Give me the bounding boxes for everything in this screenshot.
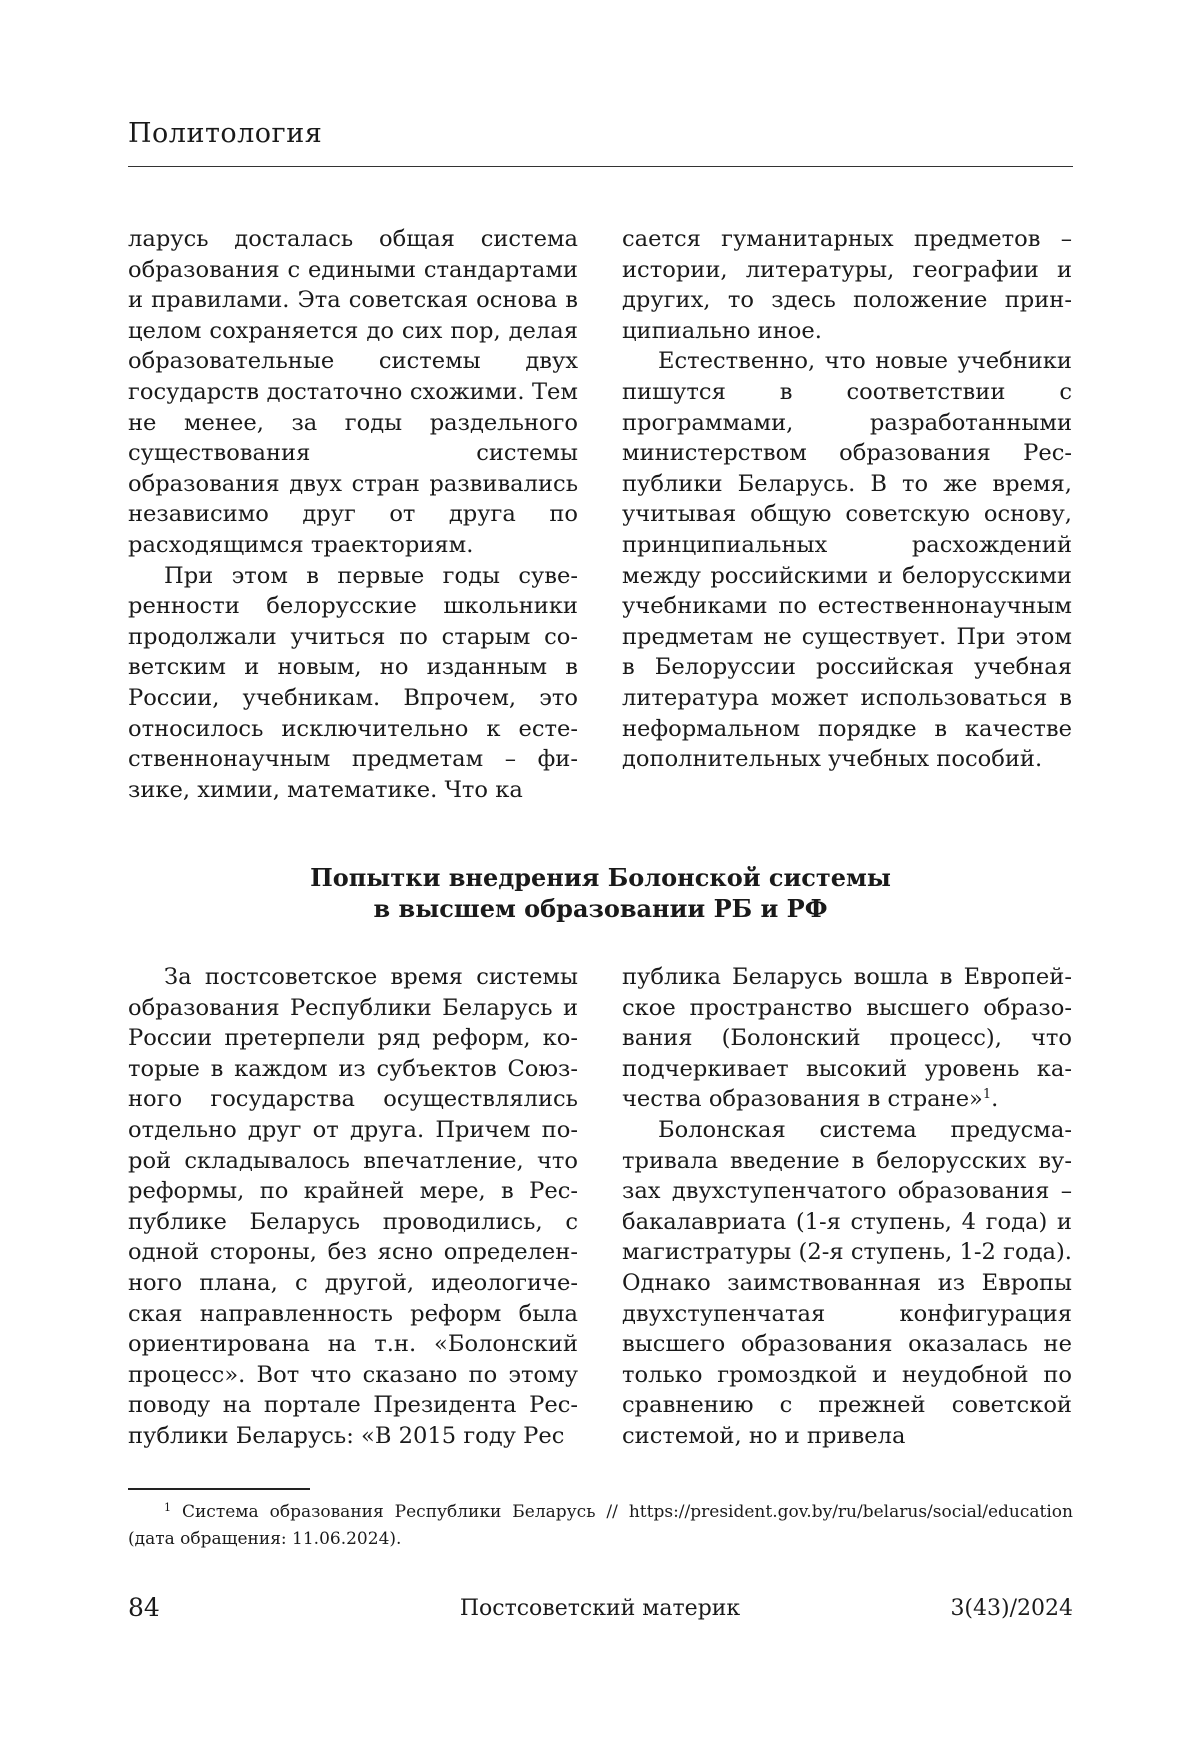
text-column-top-left [128,224,578,805]
section-heading-line: Попытки внедрения Болонской системы [310,863,891,892]
text-column-top-right [622,224,1072,775]
issue-number: 3(43)/2024 [950,1596,1073,1621]
text-column-bottom-left [128,962,578,1452]
page-number: 84 [128,1593,160,1622]
journal-title: Постсоветский материк [459,1596,741,1621]
header-rule [128,166,1073,167]
paragraph: При этом в первые годы суверенности белорусские школьники продолжали учиться по старым советским и новым, но изданным в России, учебникам. Впрочем, это относилось исключительно к естественнонаучным предметам – физике, химии, математике. Что ка [128,562,578,803]
paragraph: сается гуманитарных предметов – истории, литературы, географии и других, то здесь положение принципиально иное. [622,226,1072,344]
paragraph [622,962,1072,1115]
paragraph: ларусь досталась общая система образования с едиными стандартами и правилами. Эта советская основа в целом сохраняется до сих пор, делая образовательные системы двух государств достаточно схожими. Тем не менее, за годы раздельного существования системы образования двух стран развивались независимо друг от друга по расходящимся траекториям. [128,226,578,558]
running-head: Политология [128,118,323,149]
footnote-marker: 1 [164,1501,171,1514]
paragraph: Естественно, что новые учебники пишутся в соответствии с программами, разработанными министерством образования Республики Беларусь. В то же время, учитывая общую советскую основу, принципиальных расхождений между российскими и белорусскими учебниками по естественнонаучным предметам не существует. При этом в Белоруссии российская учебная литература может использоваться в неформальном порядке в качестве дополнительных учебных пособий. [622,348,1072,773]
paragraph: Болонская система предусматривала введение в белорусских вузах двухступенчатого образования – бакалавриата (1-я ступень, 4 года) и магистратуры (2-я ступень, 1-2 года). Однако заимствованная из Европы двухступенчатая конфигурация высшего образования оказалась не только громоздкой и неудобной по сравнению с прежней советской системой, но и привела [622,1116,1072,1449]
footnote-text: Система образования Республики Беларусь // https://president.gov.by/ru/belarus/social/education (дата обращения: 11.06.2024). [128,1502,1073,1549]
section-heading [128,862,1073,924]
text-column-bottom-right [622,962,1072,1452]
section-heading-line: в высшем образовании РБ и РФ [373,894,828,923]
footnote [128,1499,1073,1553]
footnote-rule [128,1488,310,1490]
paragraph-text: публика Беларусь вошла в Европейское пространство высшего образования (Болонский процесс), что подчеркивает высокий уровень качества образования в стране» [622,964,1072,1113]
paragraph: За постсоветское время системы образования Республики Беларусь и России претерпели ряд реформ, которые в каждом из субъектов Союзного государства осуществлялись отдельно друг от друга. Причем порой складывалось впечатление, что реформы, по крайней мере, в Республике Беларусь проводились, с одной стороны, без ясно определенного плана, с другой, идеологическая направленность реформ была ориентирована на т.н. «Болонский процесс». Вот что сказано по этому поводу на портале Президента Республики Беларусь: «В 2015 году Рес [128,964,578,1449]
paragraph-end: . [991,1086,999,1113]
footnote-reference[interactable]: 1 [982,1087,992,1103]
